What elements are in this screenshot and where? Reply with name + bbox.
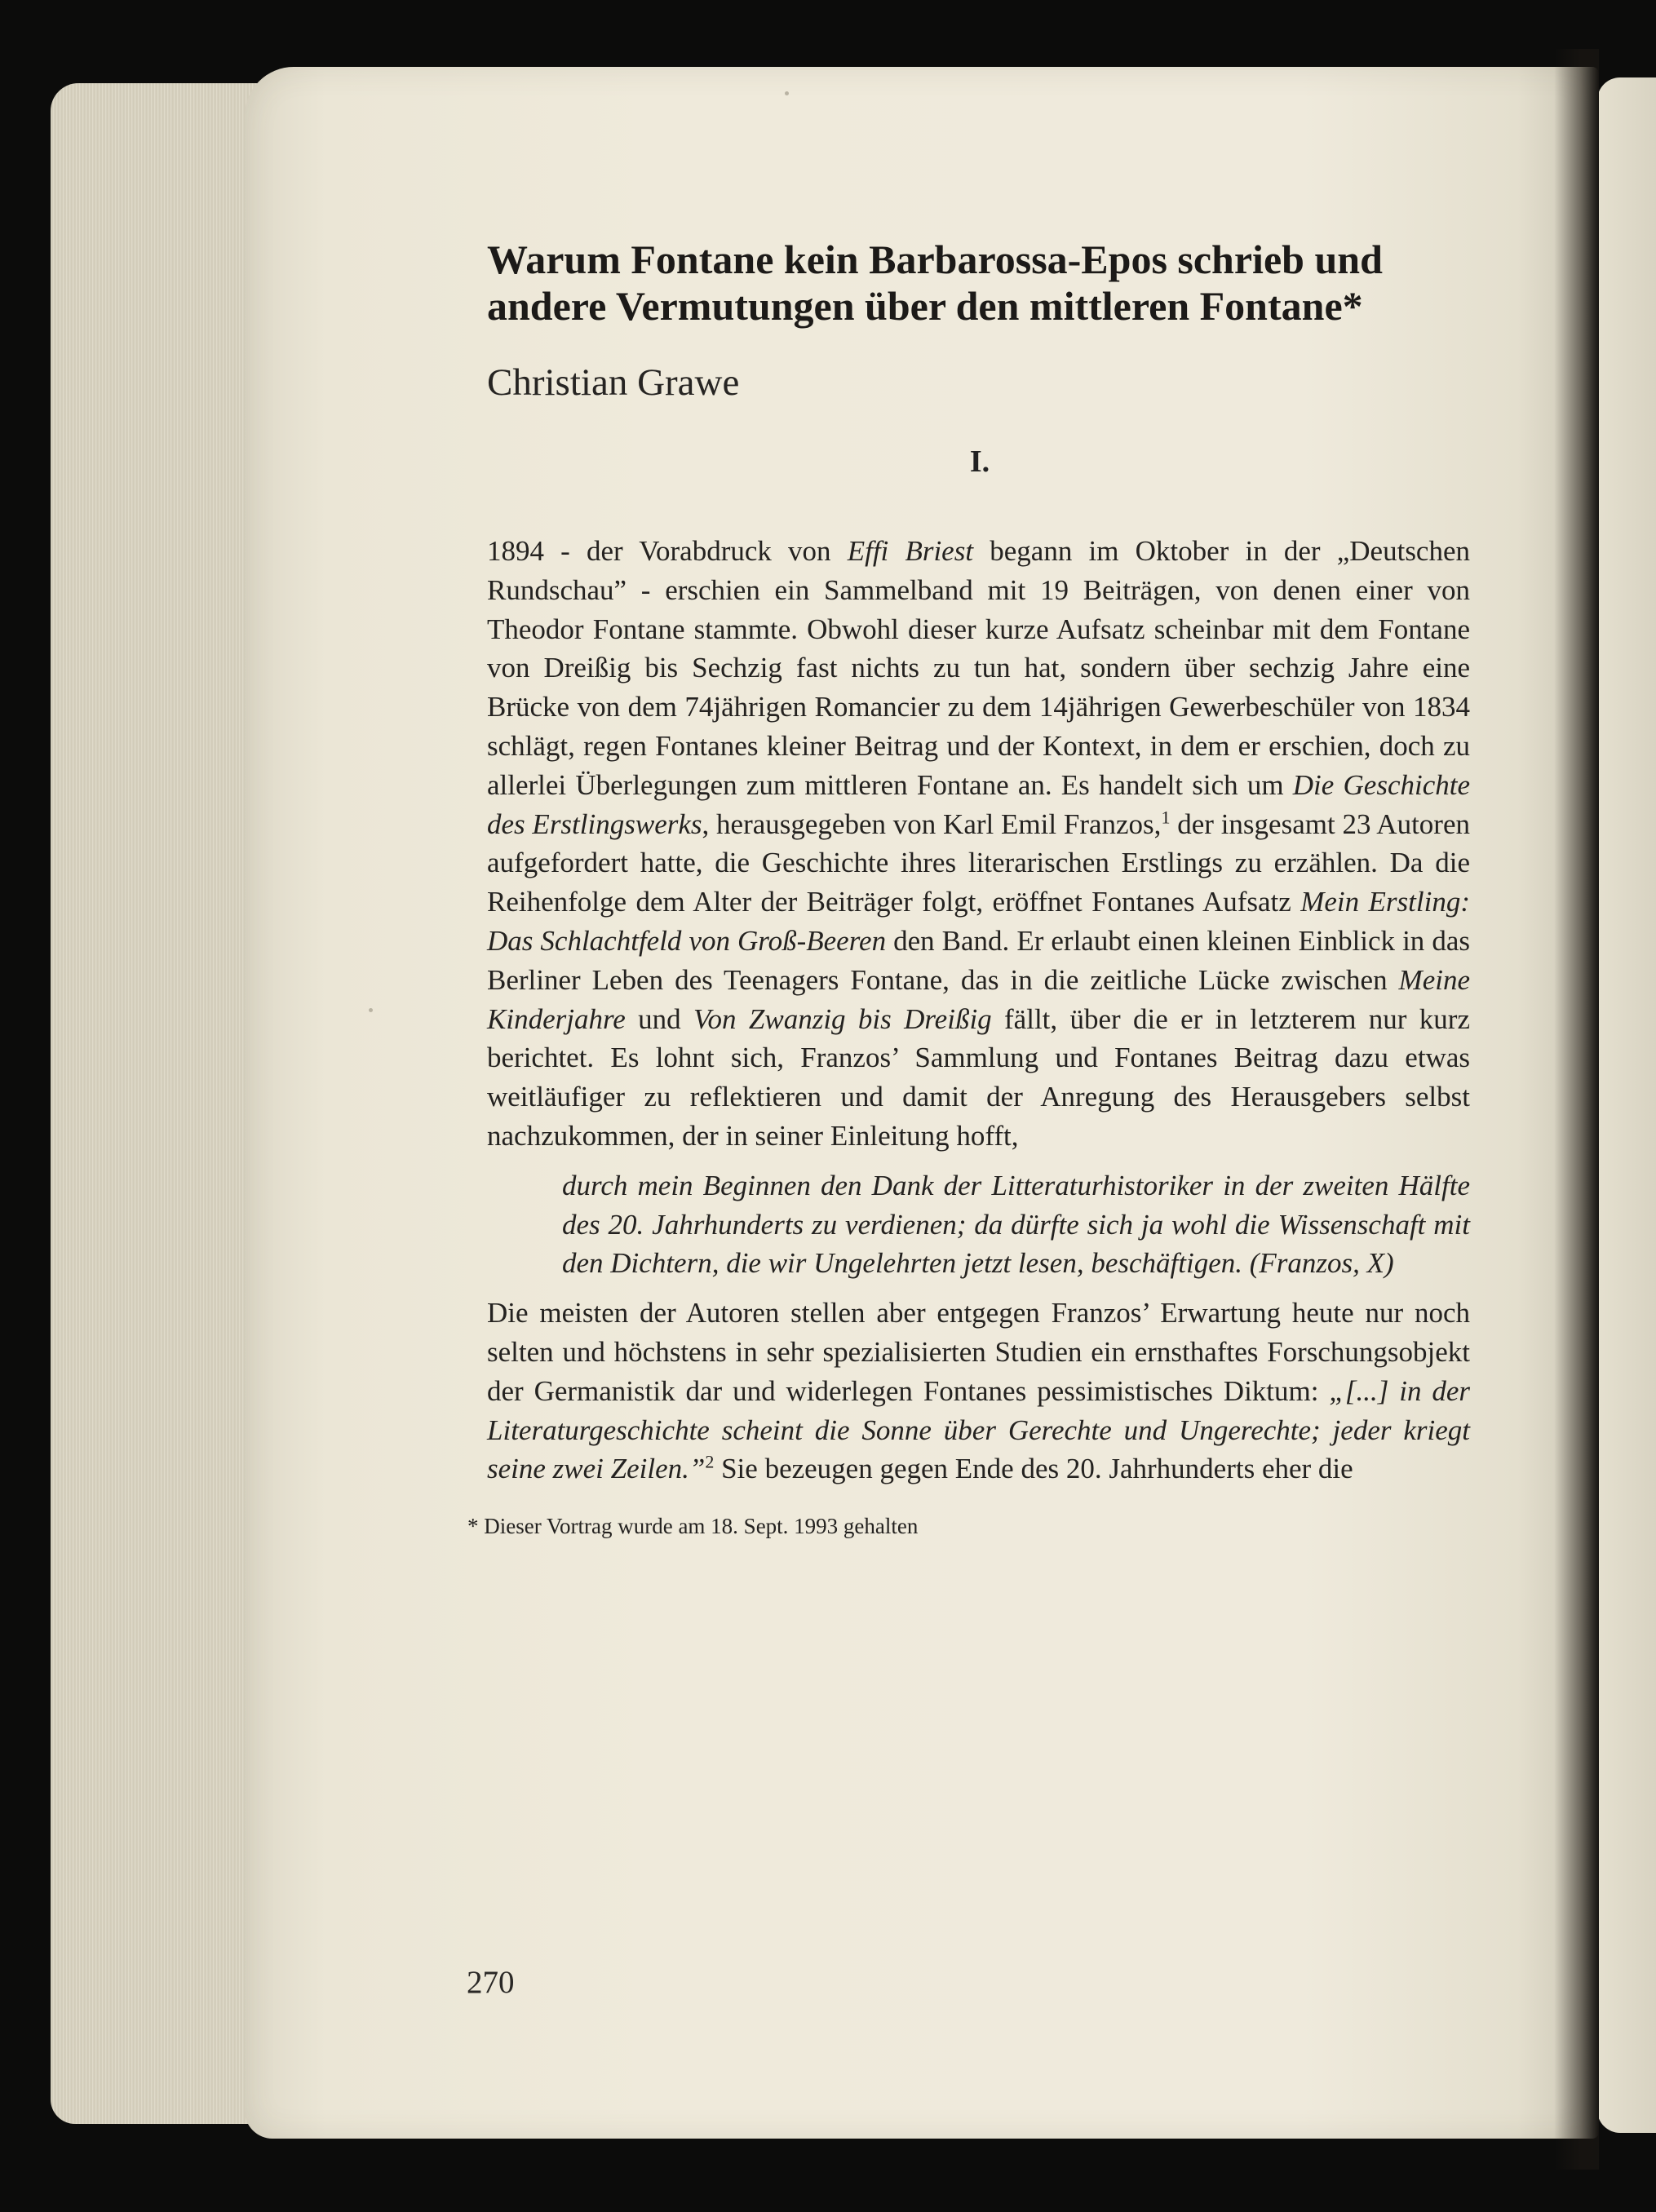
- text-run: der insgesamt 23 Autoren aufgefordert hatte, die Geschichte ihres literarischen Erstlings zu erzählen. Da die Reihenfolge dem Alter der Beiträger folgt, eröffnet Fontanes Aufsatz: [487, 807, 1470, 918]
- paragraph-1: [487, 532, 1470, 1156]
- text-run: begann im Oktober in der „Deutschen Rundschau” - erschien ein Sammelband mit 19 Beiträgen, von denen einer von Theodor Fontane stammte. Obwohl dieser kurze Aufsatz scheinbar mit dem Fontane von Dreißig bis Sechzig fast nichts zu tun hat, sondern über sechzig Jahre eine Brücke von dem 74jährigen Romancier zu dem 14jährigen Gewerbeschüler von 1834 schlägt, regen Fontanes kleiner Beitrag und der Kontext, in dem er erschien, doch zu allerlei Überlegungen zum mittleren Fontane an. Es handelt sich um: [487, 535, 1471, 801]
- italic-text: Die Geschichte des Erstlingswerks: [487, 768, 1470, 840]
- author-name: Christian Grawe: [487, 361, 740, 404]
- body-text: [487, 532, 1470, 1489]
- page-number: 270: [467, 1965, 515, 2000]
- text-run: fällt, über die er in letzterem nur kurz berichtet. Es lohnt sich, Franzos’ Sammlung und Fontanes Beitrag dazu etwas weitläufiger zu reflektieren und damit der Anregung des Herausgebers selbst nachzukommen, der in seiner Einleitung hofft,: [487, 1002, 1470, 1152]
- paragraph-2: [487, 1294, 1470, 1489]
- text-run: und: [625, 1002, 694, 1035]
- footnote-marker: 2: [705, 1451, 715, 1472]
- article-content: [467, 237, 1471, 1541]
- article-title: Warum Fontane kein Barbarossa-Epos schrieb und andere Vermutungen über den mittleren Fontane*: [487, 237, 1383, 329]
- italic-text: Von Zwanzig bis Dreißig: [693, 1002, 992, 1035]
- text-run: , herausgegeben von Karl Emil Franzos,: [702, 807, 1162, 840]
- paper-speck: [369, 1008, 373, 1012]
- text-run: Sie bezeugen gegen Ende des 20. Jahrhunderts eher die: [714, 1453, 1353, 1485]
- text-run: 1894 - der Vorabdruck von: [487, 535, 848, 567]
- facing-page-edge: [1597, 77, 1656, 2133]
- italic-text: „[...] in der Literaturgeschichte scheint die Sonne über Gerechte und Ungerechte; jeder kriegt seine zwei Zeilen.”: [487, 1374, 1470, 1485]
- italic-text: Meine Kinderjahre: [487, 963, 1470, 1035]
- italic-text: Mein Erstling: Das Schlachtfeld von Groß-Beeren: [487, 886, 1470, 957]
- text-run: Die meisten der Autoren stellen aber entgegen Franzos’ Erwartung heute nur noch selten und höchstens in sehr spezialisierten Studien ein ernsthaftes Forschungsobjekt der Germanistik dar und widerlegen Fontanes pessimistisches Diktum:: [487, 1297, 1470, 1407]
- text-run: den Band. Er erlaubt einen kleinen Einblick in das Berliner Leben des Teenagers Fontane, das in die zeitliche Lücke zwischen: [487, 924, 1470, 996]
- footnote-marker: 1: [1161, 806, 1171, 827]
- section-heading: I.: [969, 445, 990, 479]
- footnote: * Dieser Vortrag wurde am 18. Sept. 1993 gehalten: [467, 1514, 919, 1539]
- book-gutter: [1554, 49, 1599, 2170]
- paper-speck: [785, 91, 789, 95]
- block-quote: durch mein Beginnen den Dank der Litteraturhistoriker in der zweiten Hälfte des 20. Jahrhunderts zu verdienen; da dürfte sich ja wohl die Wissenschaft mit den Dichtern, die wir Ungelehrten jetzt lesen, beschäftigen. (Franzos, X): [562, 1169, 1470, 1280]
- italic-text: Effi Briest: [847, 535, 974, 567]
